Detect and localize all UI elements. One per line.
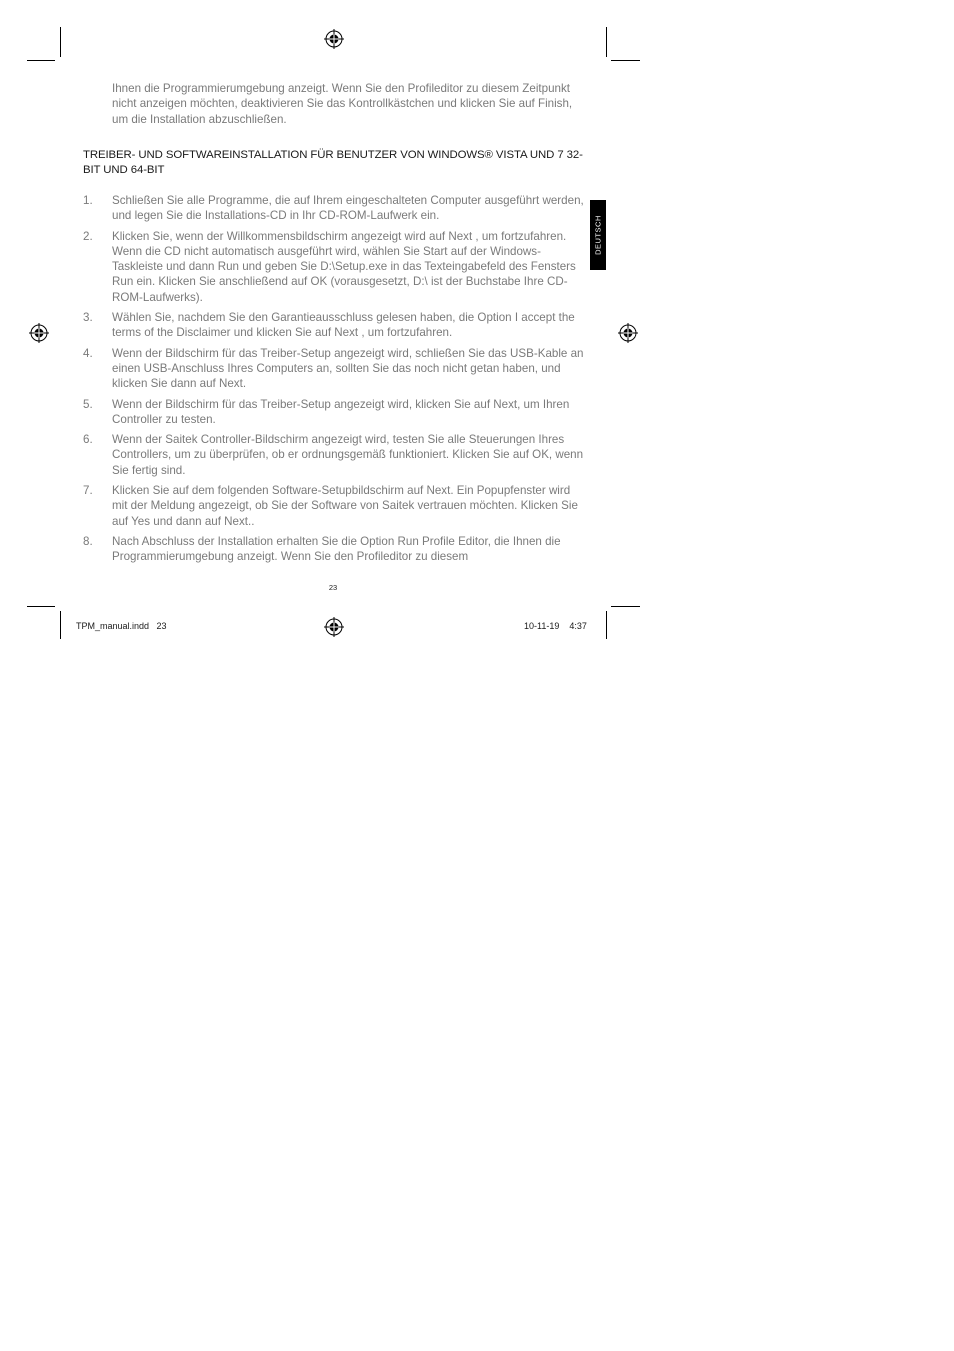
step-number: 7. xyxy=(83,484,93,498)
crop-mark-top-left-horizontal xyxy=(27,60,55,61)
list-item xyxy=(83,310,588,341)
step-number: 8. xyxy=(83,534,93,548)
step-number: 6. xyxy=(83,433,93,447)
registration-target-icon xyxy=(29,323,49,343)
footer-datetime: 10-11-19 4:37 xyxy=(524,621,587,631)
language-tab xyxy=(590,200,606,270)
list-item xyxy=(83,229,588,305)
step-text: Wenn der Bildschirm für das Treiber-Setup angezeigt wird, schließen Sie das USB-Kable an einen USB-Anschluss Ihres Computers an, sollten Sie das noch nicht getan haben, und klicken Sie dann auf Next. xyxy=(112,346,584,391)
list-item xyxy=(83,346,588,392)
step-number: 4. xyxy=(83,346,93,360)
installation-steps-list xyxy=(83,193,588,570)
step-text: Klicken Sie, wenn der Willkommensbildschirm angezeigt wird auf Next , um fortzufahren. Wenn die CD nicht automatisch ausgeführt wird, wählen Sie Start auf der Windows-Taskleiste und dann Run und geben Sie D:\Setup.exe in das Texteingabefeld des Fensters Run ein. Klicken Sie anschließend auf OK (vorausgesetzt, D:\ ist der Buchstabe Ihre CD-ROM-Laufwerks). xyxy=(112,229,576,304)
step-number: 3. xyxy=(83,311,93,325)
registration-target-icon xyxy=(324,29,344,49)
language-tab-label: DEUTSCH xyxy=(593,215,603,255)
section-heading: TREIBER- UND SOFTWAREINSTALLATION FÜR BENUTZER VON WINDOWS® VISTA UND 7 32-BIT UND 64-BIT xyxy=(83,149,583,177)
crop-mark-bottom-left-horizontal xyxy=(27,606,55,607)
list-item xyxy=(83,432,588,478)
crop-mark-top-right-vertical xyxy=(606,27,607,57)
crop-mark-bottom-right-horizontal xyxy=(611,606,640,607)
list-item xyxy=(83,534,588,565)
registration-target-icon xyxy=(618,323,638,343)
step-text: Wenn der Saitek Controller-Bildschirm angezeigt wird, testen Sie alle Steuerungen Ihres Controllers, um zu überprüfen, ob er ordnungsgemäß funktioniert. Klicken Sie auf OK, wenn Sie fertig sind. xyxy=(112,433,584,477)
registration-target-icon xyxy=(324,617,344,637)
step-text: Nach Abschluss der Installation erhalten Sie die Option Run Profile Editor, die Ihnen die Programmierumgebung anzeigt. Wenn Sie den Profileditor zu diesem xyxy=(112,534,561,564)
step-text: Klicken Sie auf dem folgenden Software-Setupbildschirm auf Next. Ein Popupfenster wird mit der Meldung angezeigt, ob Sie der Software von Saitek vertrauen möchten. Klicken Sie auf Yes und dann auf Next.. xyxy=(112,484,578,528)
crop-mark-bottom-left-vertical xyxy=(60,611,61,639)
crop-mark-bottom-right-vertical xyxy=(606,611,607,639)
list-item xyxy=(83,193,588,224)
page-number: 23 xyxy=(328,583,338,592)
step-text: Wenn der Bildschirm für das Treiber-Setup angezeigt wird, klicken Sie auf Next, um Ihren Controller zu testen. xyxy=(112,397,570,426)
step-text: Schließen Sie alle Programme, die auf Ihrem eingeschalteten Computer ausgeführt werden, und legen Sie die Installations-CD in Ihr CD-ROM-Laufwerk ein. xyxy=(112,194,584,223)
crop-mark-top-right-horizontal xyxy=(611,60,640,61)
list-item xyxy=(83,483,588,529)
step-number: 2. xyxy=(83,229,93,243)
crop-mark-top-left-vertical xyxy=(60,27,61,57)
step-number: 5. xyxy=(83,397,93,411)
list-item xyxy=(83,397,588,428)
step-text: Wählen Sie, nachdem Sie den Garantieausschluss gelesen haben, die Option I accept the terms of the Disclaimer und klicken Sie auf Next , um fortzufahren. xyxy=(112,311,575,340)
step-number: 1. xyxy=(83,194,93,207)
footer-file-info: TPM_manual.indd 23 xyxy=(76,621,167,631)
intro-paragraph: Ihnen die Programmierumgebung anzeigt. Wenn Sie den Profileditor zu diesem Zeitpunkt nicht anzeigen möchten, deaktivieren Sie das Kontrollkästchen und klicken Sie auf Finish, um die Installation abzuschließen. xyxy=(112,82,573,126)
